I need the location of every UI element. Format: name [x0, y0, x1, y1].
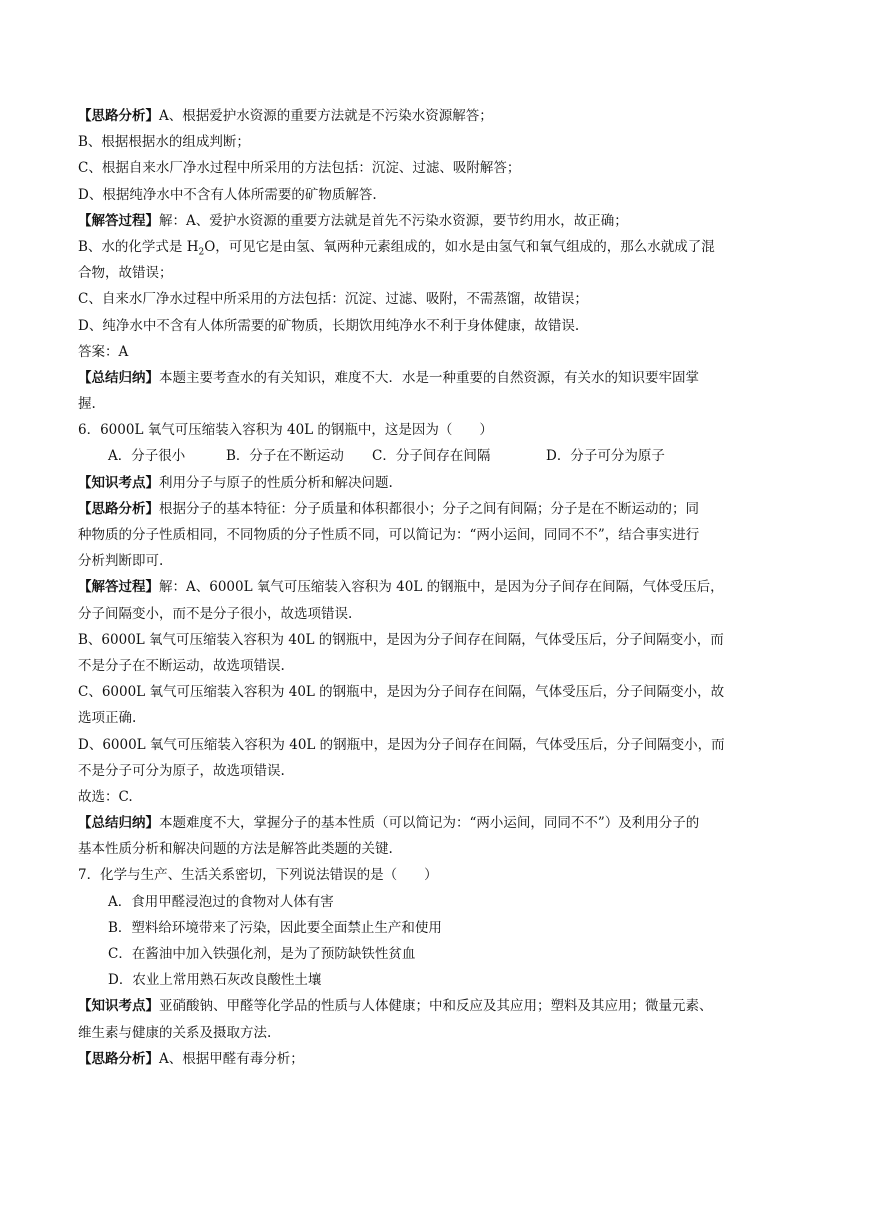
text-line: [78, 993, 791, 1019]
text-line: [78, 732, 791, 758]
option-a: A．分子很小: [108, 448, 186, 465]
line-text: C、6000L 氧气可压缩装入容积为 40L 的钢瓶中，是因为分子间存在间隔，气体受压后，分子间隔变小，故: [78, 684, 725, 701]
option-b: B．分子在不断运动: [226, 448, 344, 465]
text-line: [78, 496, 791, 522]
line-text: D、纯净水中不含有人体所需要的矿物质，长期饮用纯净水不利于身体健康，故错误.: [78, 317, 580, 334]
text-line: [78, 627, 791, 653]
line-text: D、根据纯净水中不含有人体所需要的矿物质解答.: [78, 186, 377, 203]
line-text: 不是分子在不断运动，故选项错误.: [78, 657, 285, 674]
text-line: [78, 470, 791, 496]
text-line: [78, 182, 791, 208]
text-line: [78, 601, 791, 627]
line-text: 7．化学与生产、生活关系密切，下列说法错误的是（ ）: [78, 867, 438, 884]
text-line: [78, 260, 791, 286]
text-line: [78, 679, 791, 705]
line-text: B、根据根据水的组成判断；: [78, 134, 250, 151]
line-text: 合物，故错误；: [78, 265, 173, 282]
line-text: 故选：C.: [78, 788, 133, 805]
section-tag: 【总结归纳】: [78, 815, 159, 832]
text-line: [78, 705, 791, 731]
section-tag: 【思路分析】: [78, 1050, 159, 1067]
line-text: 解：A、爱护水资源的重要方法就是首先不污染水资源，要节约用水，故正确；: [159, 212, 628, 229]
text-line: [78, 1020, 791, 1046]
line-text: C、自来水厂净水过程中所采用的方法包括：沉淀、过滤、吸附，不需蒸馏，故错误；: [78, 291, 588, 308]
option-line: [78, 941, 791, 967]
line-text: O，可见它是由氢、氧两种元素组成的，如水是由氢气和氧气组成的，那么水就成了混: [204, 238, 715, 255]
text-line: [78, 1046, 791, 1072]
line-text: 答案：A: [78, 343, 129, 360]
line-text: 维生素与健康的关系及摄取方法.: [78, 1024, 272, 1041]
question-line: [78, 862, 791, 888]
line-text: D、6000L 氧气可压缩装入容积为 40L 的钢瓶中，是因为分子间存在间隔，气体受压后，分子间隔变小，而: [78, 736, 725, 753]
text-line: [78, 810, 791, 836]
section-tag: 【总结归纳】: [78, 369, 159, 386]
line-text: 分析判断即可.: [78, 553, 164, 570]
line-text: D．农业上常用熟石灰改良酸性土壤: [108, 972, 322, 989]
section-tag: 【知识考点】: [78, 474, 159, 491]
line-text: 根据分子的基本特征：分子质量和体积都很小；分子之间有间隔；分子是在不断运动的；同: [159, 500, 699, 517]
line-text: B、水的化学式是 H: [78, 238, 199, 255]
text-line: [78, 836, 791, 862]
text-line: [78, 208, 791, 234]
line-text: 分子间隔变小，而不是分子很小，故选项错误.: [78, 605, 353, 622]
text-line: [78, 234, 791, 260]
line-text: 基本性质分析和解决问题的方法是解答此类题的关键.: [78, 841, 393, 858]
line-text: 6．6000L 氧气可压缩装入容积为 40L 的钢瓶中，这是因为（ ）: [78, 422, 493, 439]
text-line: [78, 653, 791, 679]
line-text: 利用分子与原子的性质分析和解决问题.: [159, 474, 393, 491]
line-text: 握.: [78, 396, 96, 413]
text-line: [78, 391, 791, 417]
line-text: 本题主要考查水的有关知识，难度不大．水是一种重要的自然资源，有关水的知识要牢固掌: [159, 369, 699, 386]
section-tag: 【思路分析】: [78, 500, 159, 517]
subscript: 2: [198, 247, 205, 258]
text-line: [78, 103, 791, 129]
line-text: 种物质的分子性质相同，不同物质的分子性质不同，可以简记为：“两小运间，同同不不”，结合事实进行: [78, 527, 700, 543]
text-line: [78, 286, 791, 312]
option-line: [78, 915, 791, 941]
text-line: [78, 574, 791, 600]
line-text: A．食用甲醛浸泡过的食物对人体有害: [108, 893, 334, 910]
line-text: 不是分子可分为原子，故选项错误.: [78, 762, 285, 779]
text-line: [78, 548, 791, 574]
text-line: [78, 339, 791, 365]
line-text: A、根据爱护水资源的重要方法就是不污染水资源解答；: [159, 108, 493, 124]
section-tag: 【解答过程】: [78, 212, 159, 229]
text-line: [78, 155, 791, 181]
text-line: [78, 365, 791, 391]
line-text: 选项正确.: [78, 710, 137, 727]
question-line: [78, 417, 791, 443]
section-tag: 【解答过程】: [78, 579, 159, 596]
section-tag: 【知识考点】: [78, 998, 159, 1015]
line-text: B．塑料给环境带来了污染，因此要全面禁止生产和使用: [108, 919, 442, 936]
line-text: 本题难度不大，掌握分子的基本性质（可以简记为：“两小运间，同同不不”）及利用分子的: [159, 815, 700, 832]
text-line: [78, 129, 791, 155]
option-c: C．分子间存在间隔: [372, 448, 491, 465]
text-line: [78, 784, 791, 810]
line-text: 亚硝酸钠、甲醛等化学品的性质与人体健康；中和反应及其应用；塑料及其应用；微量元素、: [159, 998, 713, 1015]
line-text: C、根据自来水厂净水过程中所采用的方法包括：沉淀、过滤、吸附解答；: [78, 160, 521, 177]
text-line: [78, 522, 791, 548]
line-text: C．在酱油中加入铁强化剂，是为了预防缺铁性贫血: [108, 946, 416, 962]
options-row: [78, 443, 791, 469]
line-text: A、根据甲醛有毒分析；: [159, 1050, 304, 1067]
text-line: [78, 313, 791, 339]
option-line: [78, 967, 791, 993]
text-line: [78, 758, 791, 784]
line-text: B、6000L 氧气可压缩装入容积为 40L 的钢瓶中，是因为分子间存在间隔，气体受压后，分子间隔变小，而: [78, 631, 724, 648]
option-line: [78, 889, 791, 915]
line-text: 解：A、6000L 氧气可压缩装入容积为 40L 的钢瓶中，是因为分子间存在间隔，气体受压后，: [159, 579, 724, 596]
option-d: D．分子可分为原子: [546, 448, 665, 465]
section-tag: 【思路分析】: [78, 108, 159, 124]
